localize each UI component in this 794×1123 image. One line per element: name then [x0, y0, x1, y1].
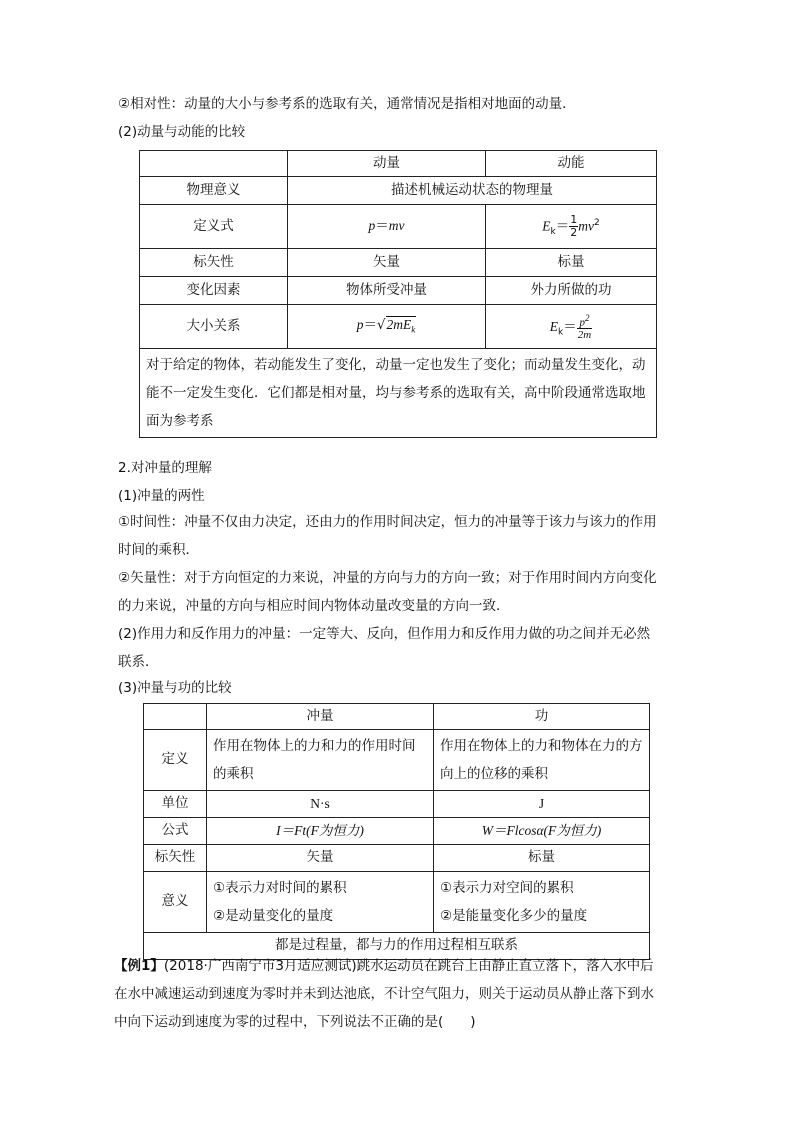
table2-row-label: 标矢性 [144, 845, 207, 872]
impulse-work-heading: (3)冲量与功的比较 [118, 680, 232, 696]
impulse-formula: I＝Ft(F为恒力) [207, 818, 434, 845]
work-unit: J [434, 791, 650, 818]
subheading-two-properties: (1)冲量的两性 [118, 488, 205, 504]
table1-row-label: 标矢性 [140, 249, 288, 277]
table1-row-label: 物理意义 [140, 177, 288, 205]
table2-row-label: 意义 [144, 872, 207, 933]
table2-row-label: 公式 [144, 818, 207, 845]
table2-header-work: 功 [434, 704, 650, 730]
table1-header-energy: 动能 [486, 151, 657, 177]
impulse-definition: 作用在物体上的力和力的作用时间的乘积 [207, 730, 434, 791]
impulse-meaning-1: ①表示力对时间的累积 [213, 880, 347, 896]
example-paragraph [114, 952, 664, 1036]
work-meaning-2: ②是能量变化多少的量度 [440, 908, 588, 924]
comparison-heading: (2)动量与动能的比较 [118, 124, 246, 140]
table1-meaning: 描述机械运动状态的物理量 [288, 177, 657, 205]
table1-row-label: 定义式 [140, 205, 288, 249]
momentum-energy-table [139, 150, 657, 438]
table2-cell: 标量 [434, 845, 650, 872]
momentum-definition-formula: p＝mv [288, 205, 486, 249]
impulse-meaning [207, 872, 434, 933]
relativity-text: ②相对性：动量的大小与参考系的选取有关，通常情况是指相对地面的动量． [118, 96, 576, 112]
impulse-meaning-2: ②是动量变化的量度 [213, 908, 334, 924]
work-formula: W＝Flcosα(F为恒力) [434, 818, 650, 845]
example-text: (2018·广西南宁市3月适应测试)跳水运动员在跳台上由静止直立落下，落入水中后在水中减速运动到速度为零时并未到达池底，不计空气阻力，则关于运动员从静止落下到水中向下运动到速度为零的过程中，下列说法不正确的是( ) [114, 958, 654, 1030]
table2-cell: 矢量 [207, 845, 434, 872]
work-meaning [434, 872, 650, 933]
table1-cell: 标量 [486, 249, 657, 277]
table1-cell: 物体所受冲量 [288, 277, 486, 305]
table2-header-impulse: 冲量 [207, 704, 434, 730]
vector-property-text: ②矢量性：对于方向恒定的力来说，冲量的方向与力的方向一致；对于作用时间内方向变化的力来说，冲量的方向与相应时间内物体动量改变量的方向一致． [118, 570, 657, 614]
table2-row-label: 定义 [144, 730, 207, 791]
table2-row-label: 单位 [144, 791, 207, 818]
table2-note: 都是过程量，都与力的作用过程相互联系 [144, 933, 650, 960]
impulse-work-table [143, 703, 650, 960]
table1-cell: 外力所做的功 [486, 277, 657, 305]
table1-header-momentum: 动量 [288, 151, 486, 177]
work-definition: 作用在物体上的力和物体在力的方向上的位移的乘积 [434, 730, 650, 791]
impulse-unit: N·s [207, 791, 434, 818]
table1-row-label: 变化因素 [140, 277, 288, 305]
action-reaction-text: (2)作用力和反作用力的冲量：一定等大、反向，但作用力和反作用力做的功之间并无必然联系． [118, 626, 651, 670]
table1-corner [140, 151, 288, 177]
section-title: 2.对冲量的理解 [118, 460, 212, 476]
energy-magnitude-formula: $E_k=$ $\frac{p^2}{2m}$ [486, 305, 657, 349]
time-property-text: ①时间性：冲量不仅由力决定，还由力的作用时间决定，恒力的冲量等于该力与该力的作用时间的乘积． [118, 514, 657, 558]
table2-corner [144, 704, 207, 730]
table1-note: 对于给定的物体，若动能发生了变化，动量一定也发生了变化；而动量发生变化，动能不一定发生变化．它们都是相对量，均与参考系的选取有关，高中阶段通常选取地面为参考系 [140, 349, 657, 438]
table1-cell: 矢量 [288, 249, 486, 277]
example-tag: 【例1】 [114, 958, 164, 974]
energy-definition-formula: $E_k=$ $\frac{1}{2}$ $mv^2$ [486, 205, 657, 249]
work-meaning-1: ①表示力对空间的累积 [440, 880, 574, 896]
momentum-magnitude-formula: $p=√2mE_k$ [288, 305, 486, 349]
table1-row-label: 大小关系 [140, 305, 288, 349]
